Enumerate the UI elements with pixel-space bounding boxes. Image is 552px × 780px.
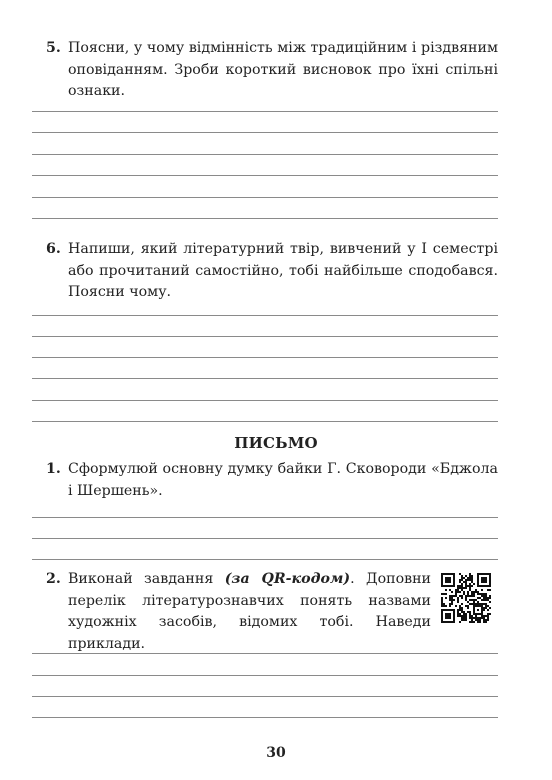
answer-line[interactable] [32, 517, 498, 518]
answer-line[interactable] [32, 315, 498, 316]
writing-task-1 [46, 459, 498, 502]
writing-task-1-number: 1. [46, 461, 61, 477]
answer-line[interactable] [32, 717, 498, 718]
answer-line[interactable] [32, 653, 498, 654]
answer-line[interactable] [32, 132, 498, 133]
answer-line[interactable] [32, 675, 498, 676]
section-heading: ПИСЬМО [234, 434, 318, 452]
task-6-number: 6. [46, 241, 61, 257]
answer-line[interactable] [32, 421, 498, 422]
writing-task-1-text: Сформулюй основну думку байки Г. Сковороди «Бджола і Шершень». [68, 461, 498, 499]
qr-code-icon[interactable] [441, 573, 491, 623]
answer-line[interactable] [32, 357, 498, 358]
answer-line[interactable] [32, 696, 498, 697]
task-6-text: Напиши, який літературний твір, вивчений у I семестрі або прочитаний самостійно, тобі найбільше сподобався. Поясни чому. [68, 241, 498, 300]
answer-line[interactable] [32, 197, 498, 198]
writing-task-2-text-end: . Доповни перелік літературознавчих понять назвами художніх засобів, відомих тобі. Наведи приклади. [68, 571, 432, 652]
answer-line[interactable] [32, 378, 498, 379]
page-number: 30 [266, 745, 286, 761]
qr-reference: (за QR-кодом) [224, 571, 351, 587]
answer-line[interactable] [32, 400, 498, 401]
task-5 [46, 38, 498, 103]
answer-line[interactable] [32, 154, 498, 155]
task-5-number: 5. [46, 40, 61, 56]
answer-line[interactable] [32, 218, 498, 219]
task-5-text: Поясни, у чому відмінність між традиційним і різдвяним оповіданням. Зроби короткий висновок про їхні спільні ознаки. [68, 40, 498, 99]
writing-task-2-text-start: Виконай завдання [68, 571, 225, 587]
writing-task-2 [46, 569, 431, 655]
writing-task-2-number: 2. [46, 571, 61, 587]
answer-line[interactable] [32, 111, 498, 112]
task-6 [46, 239, 498, 304]
answer-line[interactable] [32, 538, 498, 539]
writing-task-2-text [68, 569, 431, 655]
answer-line[interactable] [32, 336, 498, 337]
answer-line[interactable] [32, 175, 498, 176]
answer-line[interactable] [32, 559, 498, 560]
